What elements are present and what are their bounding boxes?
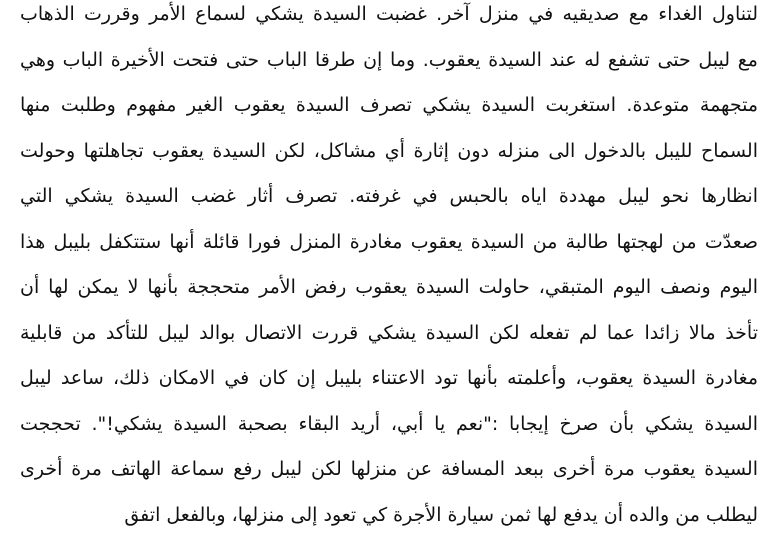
- text-line: السيدة يشكي بأن صرخ إيجابا :"نعم يا أبي، أريد البقاء بصحبة السيدة يشكي!". تحججت: [20, 402, 758, 448]
- text-line: السيدة يعقوب مرة أخرى ببعد المسافة عن منزلها لكن ليبل رفع سماعة الهاتف مرة أخرى: [20, 447, 758, 493]
- text-line: مع ليبل حتى تشفع له عند السيدة يعقوب. وما إن طرقا الباب حتى فتحت الأخيرة الباب وهي: [20, 38, 758, 84]
- text-line: تأخذ مالا زائدا عما لم تفعله لكن السيدة يشكي قررت الاتصال بوالد ليبل للتأكد من قابلية: [20, 311, 758, 357]
- text-line: صعدّت من لهجتها طالبة من السيدة يعقوب مغادرة المنزل فورا قائلة أنها ستتكفل بليبل هذا: [20, 220, 758, 266]
- article-text: [20, 0, 758, 538]
- text-line: مغادرة السيدة يعقوب، وأعلمته بأنها تود الاعتناء بليبل إن كان في الامكان ذلك، ساعد ليبل: [20, 356, 758, 402]
- text-line: اليوم ونصف اليوم المتبقي، حاولت السيدة يعقوب رفض الأمر متحججة بأنها لا يمكن لها أن: [20, 265, 758, 311]
- text-line: انظارها نحو ليبل مهددة اياه بالحبس في غرفته. تصرف أثار غضب السيدة يشكي التي: [20, 174, 758, 220]
- text-line: متجهمة متوعدة. استغربت السيدة يشكي تصرف السيدة يعقوب الغير مفهوم وطلبت منها: [20, 83, 758, 129]
- text-line: السماح لليبل بالدخول الى منزله دون إثارة أي مشاكل، لكن السيدة يعقوب تجاهلتها وحولت: [20, 129, 758, 175]
- text-line: لتناول الغداء مع صديقيه في منزل آخر. غضبت السيدة يشكي لسماع الأمر وقررت الذهاب: [20, 0, 758, 38]
- text-line: ليطلب من والده أن يدفع لها ثمن سيارة الأجرة كي تعود إلى منزلها، وبالفعل اتفق: [20, 493, 758, 538]
